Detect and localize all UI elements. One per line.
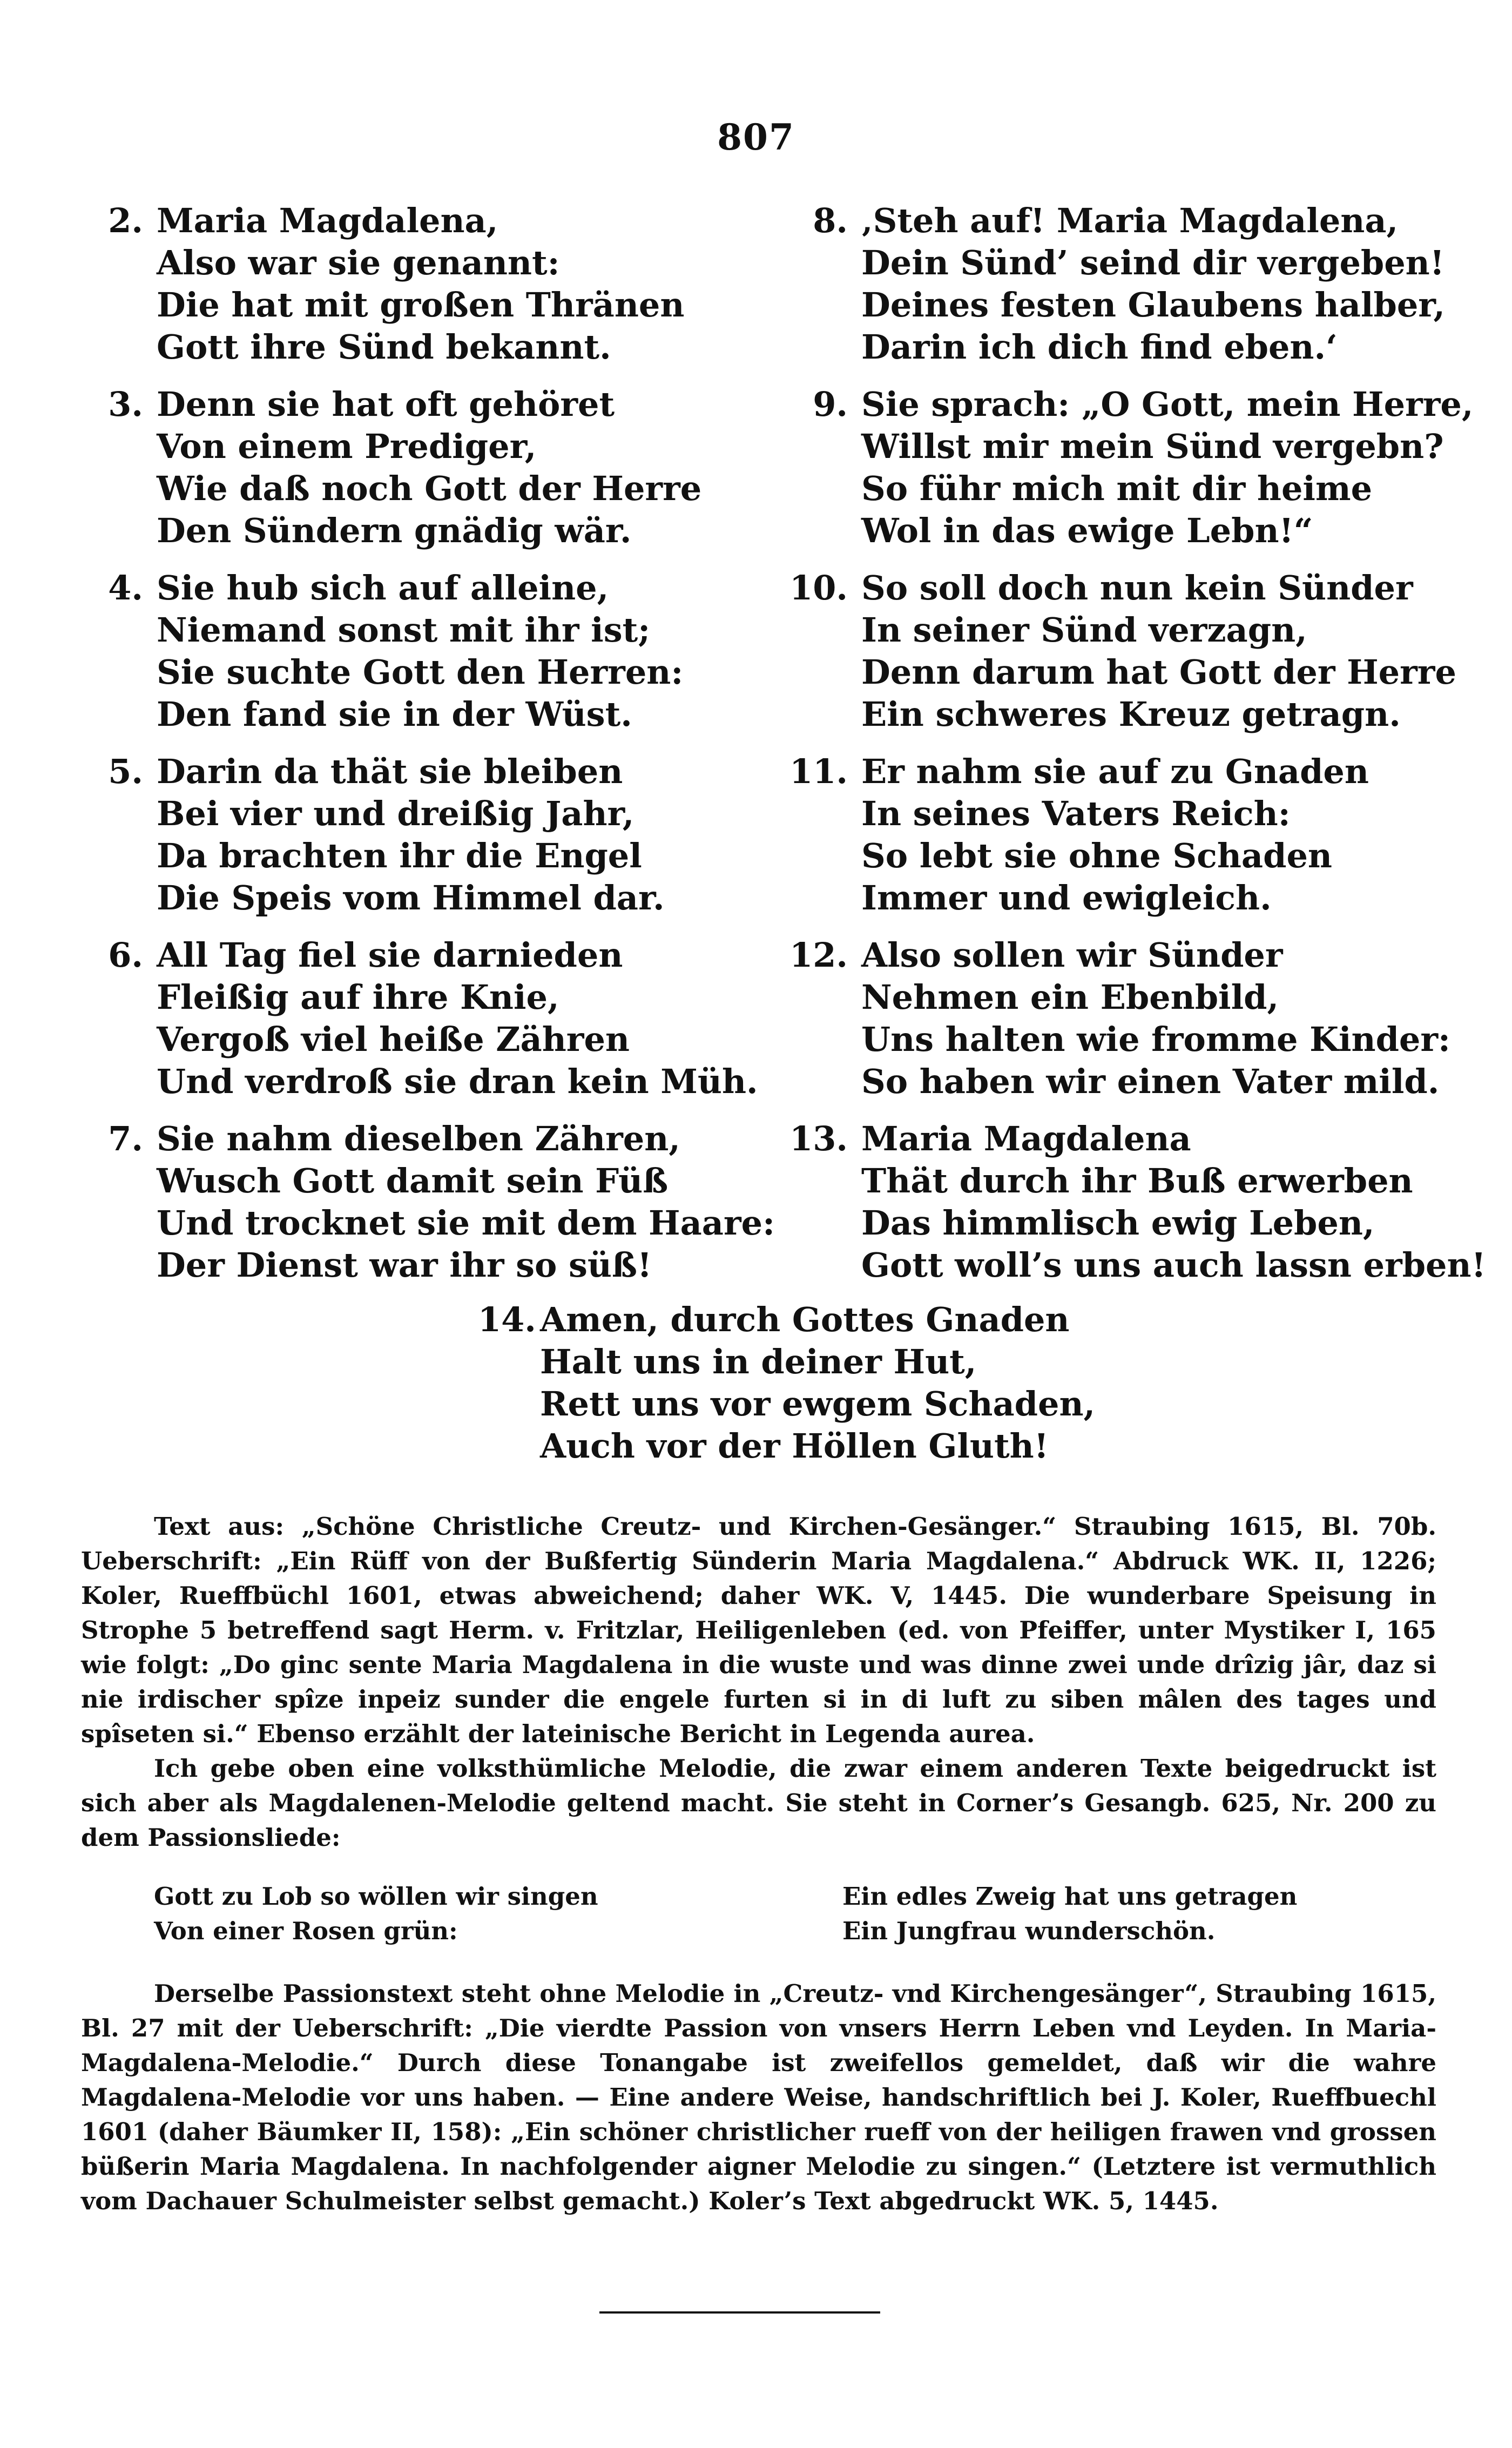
quote-line: Von einer Rosen grün: — [154, 1917, 458, 1945]
stanza-number: 6. — [108, 935, 143, 975]
verse-line: So führ mich mit dir heime — [861, 469, 1373, 508]
verse-line: Thät durch ihr Buß erwerben — [861, 1161, 1413, 1201]
note-paragraph: Text aus: „Schöne Christliche Creutz- und Kirchen-Gesänger.“ Straubing 1615, Bl. 70b. Ueberschrift: „Ein Rüff von der Bußfertig Sünderin Maria Magdalena.“ Abdruck WK. II, 1226; Koler, Rueffbüchl 1601, etwas abweichend; daher WK. V, 1445. Die wunderbare Speisung in Strophe 5 betreffend sagt Herm. v. Fritzlar, Heiligenleben (ed. von Pfeiffer, unter Mystiker I, 165 wie folgt: „Do ginc sente Maria Magdalena in die wuste und was dinne zwei unde drîzig jâr, daz si nie irdischer spîze inpeiz sunder die engele furten si in di luft zu siben mâlen des tages und spîseten si.“ Ebenso erzählt der lateinische Bericht in Legenda aurea. — [81, 1512, 1436, 1748]
verse-line: Niemand sonst mit ihr ist; — [157, 610, 651, 650]
verse-line: Da brachten ihr die Engel — [157, 836, 642, 875]
verse-line: Maria Magdalena — [861, 1119, 1191, 1158]
verse-line: Das himmlisch ewig Leben, — [861, 1203, 1375, 1243]
verse-line: So lebt sie ohne Schaden — [861, 836, 1332, 875]
verse-line: Rett uns vor ewgem Schaden, — [540, 1384, 1096, 1424]
verse-line: Wusch Gott damit sein Füß — [157, 1161, 669, 1201]
verse-line: Sie nahm dieselben Zähren, — [157, 1119, 680, 1158]
page-number: 807 — [717, 116, 795, 158]
verse-line: Maria Magdalena, — [157, 201, 498, 240]
stanza-number: 7. — [108, 1119, 143, 1158]
verse-line: Sie hub sich auf alleine, — [157, 568, 609, 608]
verse-line: Wie daß noch Gott der Herre — [157, 469, 702, 508]
stanza-number: 14. — [478, 1300, 536, 1339]
verse-line: Er nahm sie auf zu Gnaden — [861, 752, 1369, 791]
stanza-number: 4. — [108, 568, 143, 608]
verse-line: Wol in das ewige Lebn!“ — [861, 511, 1313, 550]
stanza-number: 10. — [789, 568, 848, 608]
quote-line: Ein edles Zweig hat uns getragen — [842, 1882, 1298, 1911]
verse-line: Darin ich dich find eben.‘ — [861, 327, 1338, 367]
verse-line: In seines Vaters Reich: — [861, 794, 1291, 833]
melody-quote-left — [154, 1879, 598, 1948]
verse-line: Denn sie hat oft gehöret — [157, 385, 615, 424]
verse-line: Deines festen Glaubens halber, — [861, 285, 1446, 325]
closing-rule — [599, 2311, 880, 2314]
stanza-number: 3. — [108, 385, 143, 424]
verse-line: All Tag fiel sie darnieden — [157, 935, 623, 975]
verse-line: Der Dienst war ihr so süß! — [157, 1245, 652, 1285]
verse-line: So haben wir einen Vater mild. — [861, 1062, 1440, 1101]
stanza-number: 12. — [789, 935, 848, 975]
stanza-number: 13. — [789, 1119, 848, 1158]
melody-quote-right — [842, 1879, 1297, 1948]
stanza-number: 11. — [789, 752, 848, 791]
final-notes — [81, 1977, 1436, 2218]
stanza-number: 8. — [813, 201, 848, 240]
verse-line: Und trocknet sie mit dem Haare: — [157, 1203, 775, 1243]
verse-line: Gott ihre Sünd bekannt. — [157, 327, 611, 367]
verse-line: Denn darum hat Gott der Herre — [861, 652, 1456, 692]
verse-line: Bei vier und dreißig Jahr, — [157, 794, 634, 833]
verse-line: Halt uns in deiner Hut, — [540, 1342, 977, 1381]
verse-line: Ein schweres Kreuz getragn. — [861, 694, 1401, 734]
verse-line: Sie suchte Gott den Herren: — [157, 652, 684, 692]
verse-line: In seiner Sünd verzagn, — [861, 610, 1307, 650]
source-notes — [81, 1509, 1436, 1855]
verse-line: Darin da thät sie bleiben — [157, 752, 623, 791]
verse-line: Die hat mit großen Thränen — [157, 285, 685, 325]
quote-line: Ein Jungfrau wunderschön. — [842, 1917, 1216, 1945]
stanza-number: 5. — [108, 752, 143, 791]
verse-line: Die Speis vom Himmel dar. — [157, 878, 665, 918]
verse-line: Vergoß viel heiße Zähren — [157, 1020, 630, 1059]
verse-line: Dein Sünd’ seind dir vergeben! — [861, 243, 1444, 282]
verse-line: Sie sprach: „O Gott, mein Herre, — [861, 385, 1474, 424]
verse-line: Also war sie genannt: — [157, 243, 560, 282]
verse-line: Von einem Prediger, — [157, 427, 537, 466]
stanza-number: 2. — [108, 201, 143, 240]
verse-line: ‚Steh auf! Maria Magdalena, — [861, 201, 1399, 240]
note-paragraph: Derselbe Passionstext steht ohne Melodie in „Creutz- vnd Kirchengesänger“, Straubing 1615, Bl. 27 mit der Ueberschrift: „Die vierdte Passion von vnsers Herrn Leben vnd Leyden. In Maria-Magdalena-Melodie.“ Durch diese Tonangabe ist zweifellos gemeldet, daß wir die wahre Magdalena-Melodie vor uns haben. — Eine andere Weise, handschriftlich bei J. Koler, Rueffbuechl 1601 (daher Bäumker II, 158): „Ein schöner christlicher rueff von der heiligen frawen vnd grossen büßerin Maria Magdalena. In nachfolgender aigner Melodie zu singen.“ (Letztere ist vermuthlich vom Dachauer Schulmeister selbst gemacht.) Koler’s Text abgedruckt WK. 5, 1445. — [81, 1979, 1436, 2215]
verse-line: Amen, durch Gottes Gnaden — [540, 1300, 1070, 1339]
verse-line: Gott woll’s uns auch lassn erben! — [861, 1245, 1486, 1285]
verse-line: Und verdroß sie dran kein Müh. — [157, 1062, 758, 1101]
verse-line: Nehmen ein Ebenbild, — [861, 977, 1279, 1017]
note-paragraph: Ich gebe oben eine volksthümliche Melodie, die zwar einem anderen Texte beigedruckt ist sich aber als Magdalenen-Melodie geltend macht. Sie steht in Corner’s Gesangb. 625, Nr. 200 zu dem Passionsliede: — [81, 1754, 1436, 1852]
verse-line: Fleißig auf ihre Knie, — [157, 977, 559, 1017]
stanza-number: 9. — [813, 385, 848, 424]
verse-line: Also sollen wir Sünder — [861, 935, 1283, 975]
verse-line: Auch vor der Höllen Gluth! — [540, 1426, 1049, 1466]
verse-line: Immer und ewigleich. — [861, 878, 1272, 918]
verse-line: Willst mir mein Sünd vergebn? — [861, 427, 1444, 466]
verse-line: Den Sündern gnädig wär. — [157, 511, 632, 550]
verse-line: So soll doch nun kein Sünder — [861, 568, 1413, 608]
quote-line: Gott zu Lob so wöllen wir singen — [154, 1882, 598, 1911]
verse-line: Uns halten wie fromme Kinder: — [861, 1020, 1450, 1059]
verse-line: Den fand sie in der Wüst. — [157, 694, 632, 734]
